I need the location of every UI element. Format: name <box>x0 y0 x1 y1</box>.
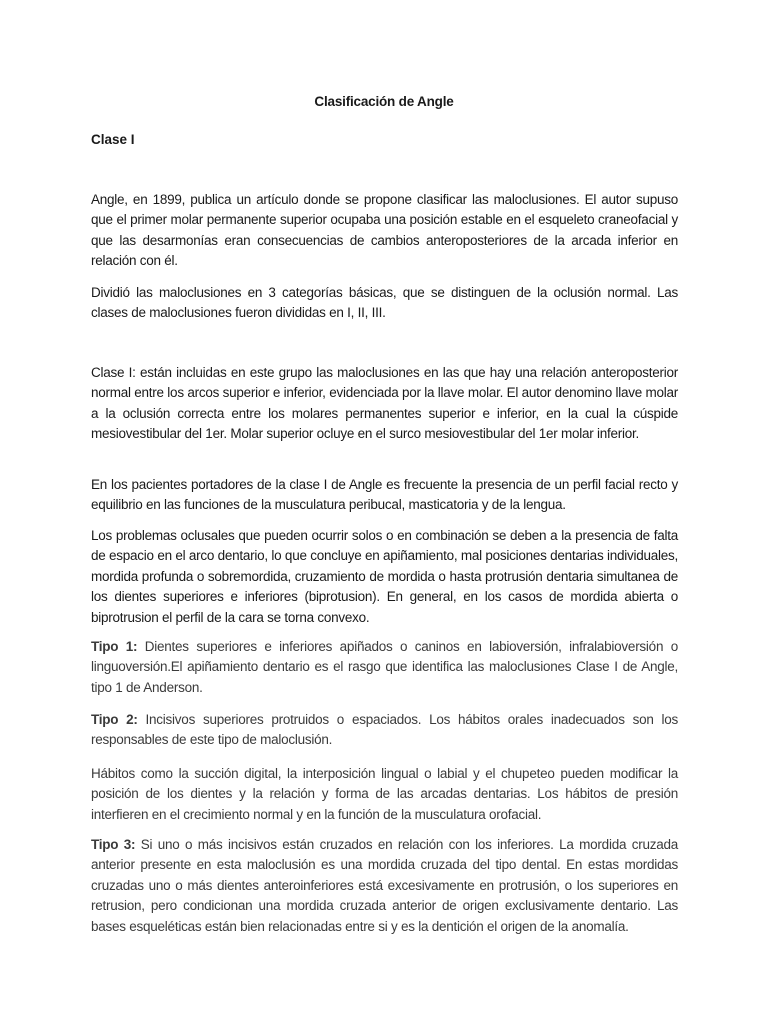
paragraph-clase-i: Clase I: están incluidas en este grupo las maloclusiones en las que hay una relación anteroposterior normal entre los arcos superior e inferior, evidenciada por la llave molar. El autor denomino llave molar a la oclusión correcta entre los molares permanentes superior e inferior, en la cual la cúspide mesiovestibular del 1er. Molar superior ocluye en el surco mesiovestibular del 1er molar inferior. <box>91 365 678 442</box>
document-title: Clasificación de Angle <box>314 94 454 109</box>
paragraph-intro: Angle, en 1899, publica un artículo donde se propone clasificar las maloclusiones. El autor supuso que el primer molar permanente superior ocupaba una posición estable en el esqueleto craneofacial y que las desarmonías eran consecuencias de cambios anteroposteriores de la arcada inferior en relación con él. <box>91 192 678 269</box>
paragraph-problemas: Los problemas oclusales que pueden ocurrir solos o en combinación se deben a la presencia de falta de espacio en el arco dentario, lo que concluye en apiñamiento, mal posiciones dentarias individuales, mordida profunda o sobremordida, cruzamiento de mordida o hasta protrusión dentaria simultanea de los dientes superiores e inferiores (biprotusion). En general, en los casos de mordida abierta o biprotrusion el perfil de la cara se torna convexo. <box>91 528 678 625</box>
paragraph-categories: Dividió las maloclusiones en 3 categorías básicas, que se distinguen de la oclusión normal. Las clases de maloclusiones fueron divididas en I, II, III. <box>91 285 678 321</box>
paragraph-tipo-2 <box>91 710 678 751</box>
paragraph-perfil: En los pacientes portadores de la clase I de Angle es frecuente la presencia de un perfil facial recto y equilibrio en las funciones de la musculatura peribucal, masticatoria y de la lengua. <box>91 477 678 513</box>
tipo-2-label: Tipo 2: <box>91 712 138 727</box>
tipo-3-label: Tipo 3: <box>91 837 136 852</box>
paragraph-habitos: Hábitos como la succión digital, la interposición lingual o labial y el chupeteo pueden modificar la posición de los dientes y la relación y forma de las arcadas dentarias. Los hábitos de presión interfieren en el crecimiento normal y en la función de la musculatura orofacial. <box>91 766 678 822</box>
section-heading: Clase I <box>91 132 135 147</box>
tipo-1-label: Tipo 1: <box>91 639 138 654</box>
tipo-3-text: Si uno o más incisivos están cruzados en relación con los inferiores. La mordida cruzada anterior presente en esta maloclusión es una mordida cruzada del tipo dental. En estas mordidas cruzadas uno o más dientes anteroinferiores está excesivamente en protrusión, o los superiores en retrusion, pero condicionan una mordida cruzada anterior de origen exclusivamente dentario. Las bases esqueléticas están bien relacionadas entre si y es la dentición el origen de la anomalía. <box>91 837 678 934</box>
tipo-1-text: Dientes superiores e inferiores apiñados o caninos en labioversión, infralabioversión o linguoversión.El apiñamiento dentario es el rasgo que identifica las maloclusiones Clase I de Angle, tipo 1 de Anderson. <box>91 639 678 695</box>
paragraph-tipo-1 <box>91 637 678 698</box>
paragraph-tipo-3 <box>91 835 678 937</box>
tipo-2-text: Incisivos superiores protruidos o espaciados. Los hábitos orales inadecuados son los responsables de este tipo de maloclusión. <box>91 712 678 748</box>
